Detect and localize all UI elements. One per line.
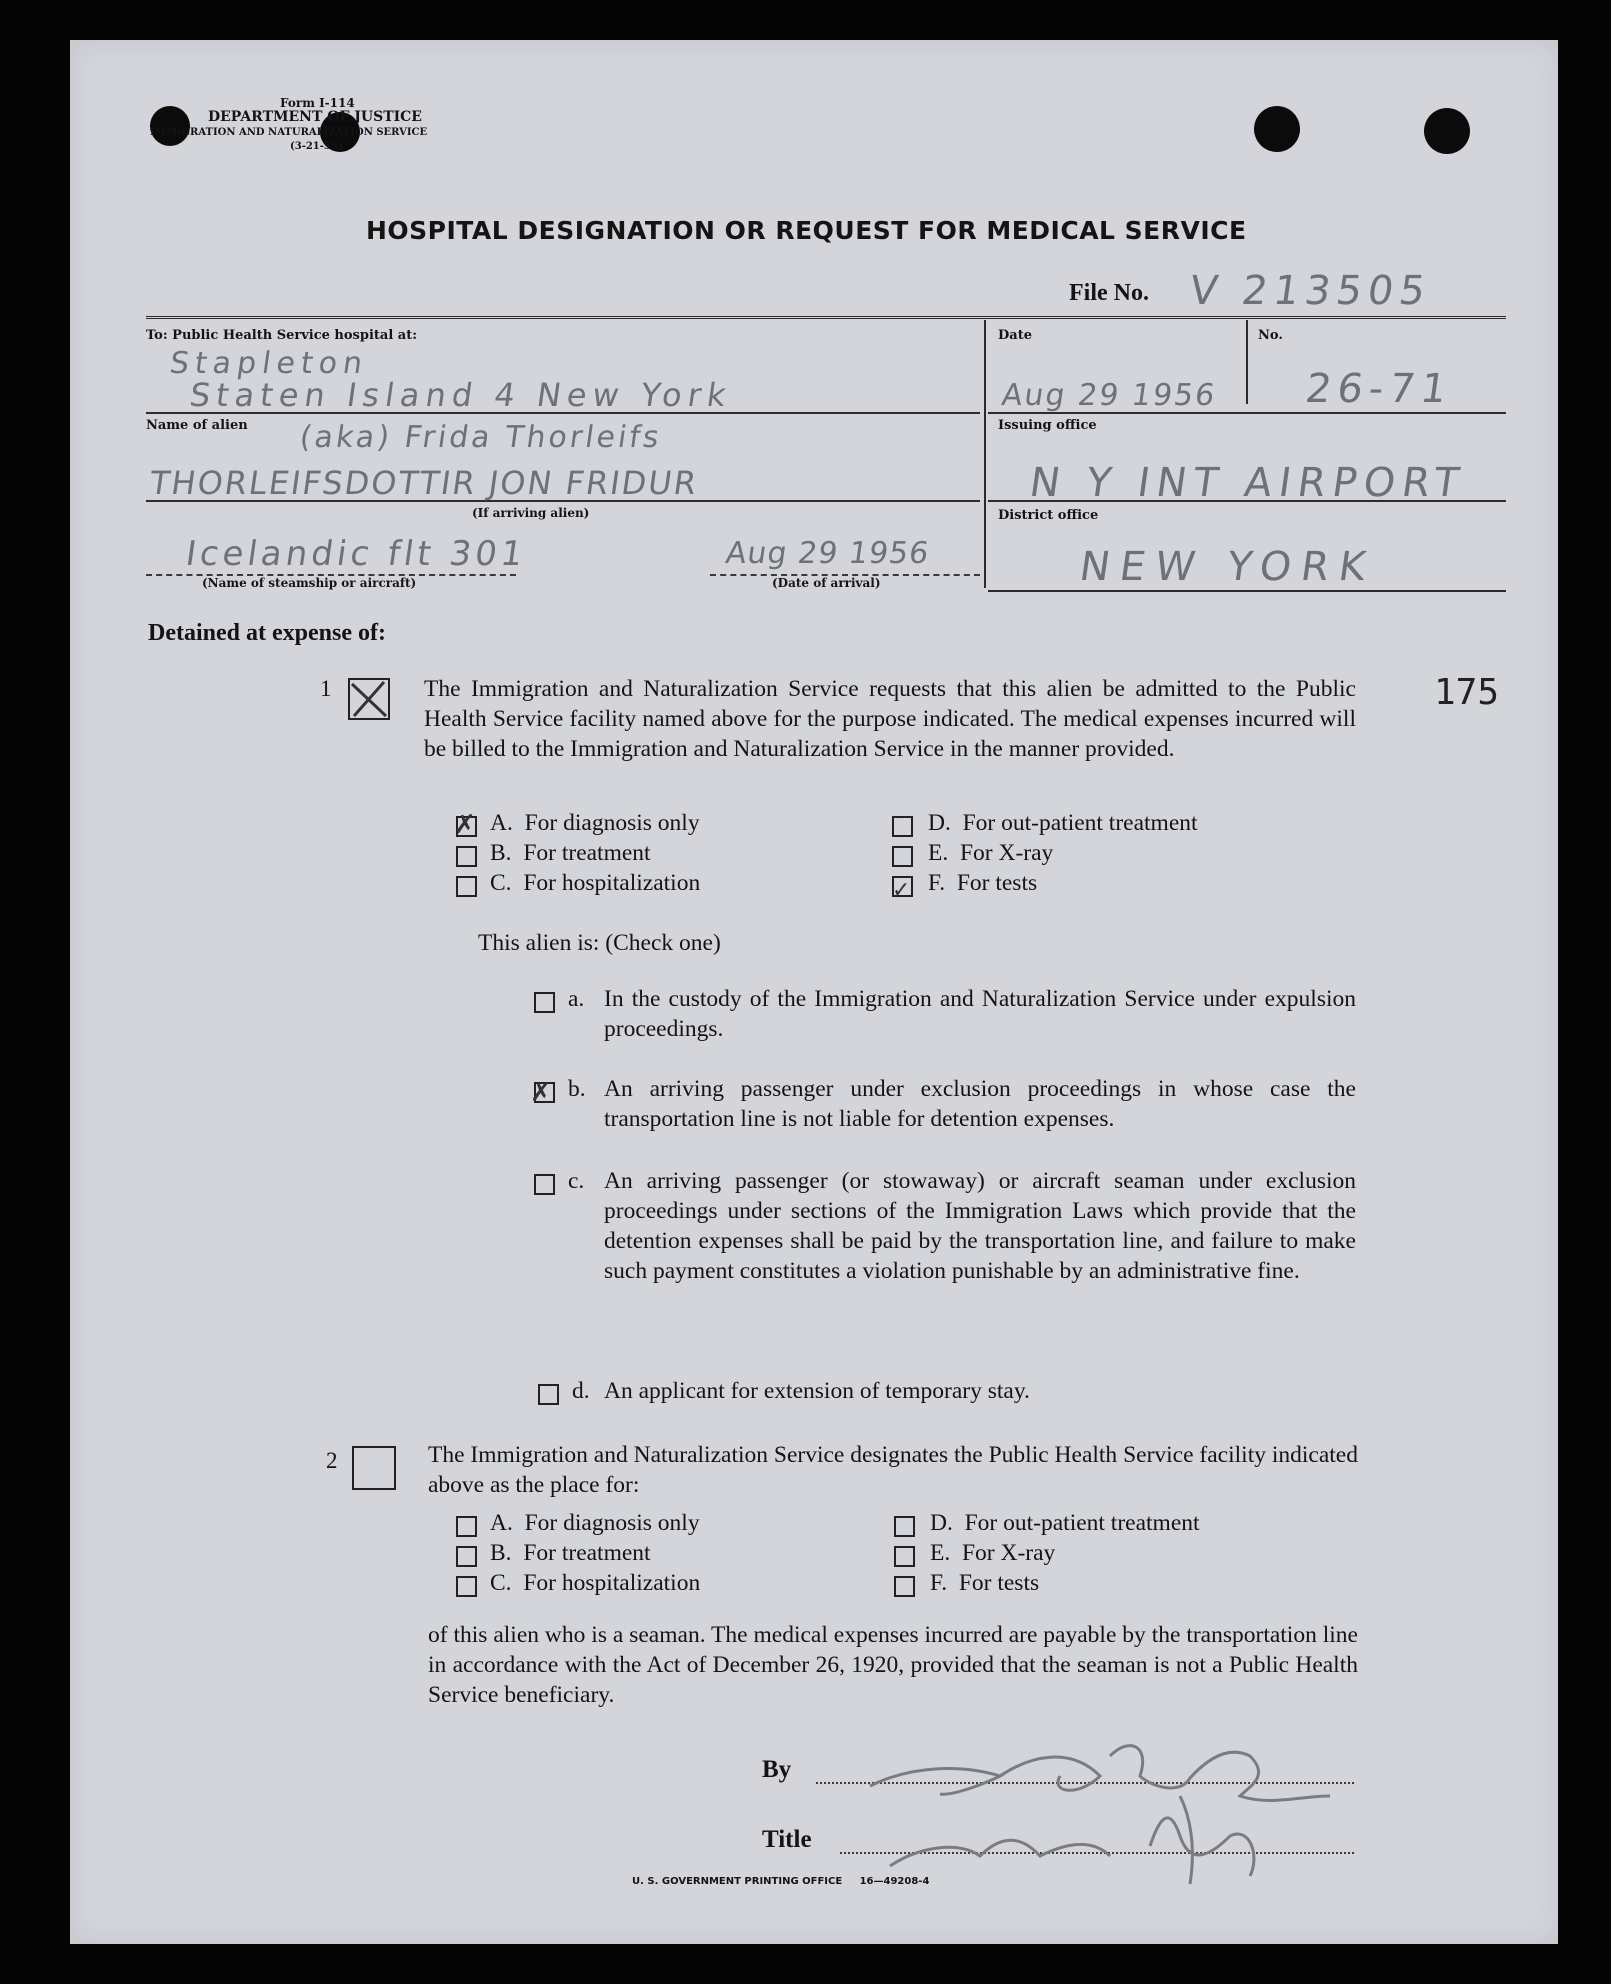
option-d-checkbox[interactable]	[892, 816, 913, 837]
alien-option-a-checkbox[interactable]	[534, 992, 555, 1013]
alien-option-d-checkbox[interactable]	[538, 1384, 559, 1405]
district-office-label: District office	[998, 508, 1099, 523]
section-1-checkbox[interactable]	[348, 678, 390, 720]
check-x-icon	[350, 680, 388, 718]
option-e-label: E. For X-ray	[928, 840, 1054, 866]
alien-aka-value: (aka) Frida Thorleifs	[297, 420, 665, 455]
s2-option-d-checkbox[interactable]	[894, 1516, 915, 1537]
no-label: No.	[1258, 328, 1283, 343]
district-office-value: NEW YORK	[1076, 544, 1379, 590]
option-c-checkbox[interactable]	[456, 876, 477, 897]
alien-option-a-text: In the custody of the Immigration and Naturalization Service under expulsion proceedings.	[604, 986, 1356, 1042]
page-number: 175	[1434, 672, 1500, 713]
arrival-date-label: (Date of arrival)	[772, 576, 881, 590]
hospital-value-line1: Stapleton	[167, 346, 371, 381]
option-a-label: A. For diagnosis only	[490, 810, 700, 836]
s2-option-f-label: F. For tests	[930, 1570, 1040, 1596]
alien-option-b-checkbox[interactable]	[530, 1078, 555, 1108]
alien-option-b-text: An arriving passenger under exclusion proceedings in whose case the transportation line is not liable for detention expenses.	[604, 1076, 1356, 1132]
title-label: Title	[762, 1826, 812, 1853]
s2-option-d-label: D. For out-patient treatment	[930, 1510, 1200, 1536]
to-hospital-label: To: Public Health Service hospital at:	[146, 328, 418, 343]
option-e-checkbox[interactable]	[892, 846, 913, 867]
table-rule	[988, 590, 1506, 592]
issuing-office-value: N Y INT AIRPORT	[1026, 460, 1469, 506]
steamship-label: (Name of steamship or aircraft)	[202, 576, 417, 590]
number-value: 26-71	[1302, 366, 1456, 412]
section-1-number: 1	[320, 676, 332, 701]
department-name: DEPARTMENT OF JUSTICE	[208, 109, 422, 125]
table-divider	[984, 320, 986, 588]
option-f-checkbox[interactable]	[892, 876, 913, 903]
s2-option-b-checkbox[interactable]	[456, 1546, 477, 1567]
s2-option-b-label: B. For treatment	[490, 1540, 651, 1566]
section-2-number: 2	[326, 1448, 338, 1473]
form-page	[70, 40, 1558, 1944]
detained-label: Detained at expense of:	[148, 620, 386, 646]
s2-option-c-checkbox[interactable]	[456, 1576, 477, 1597]
file-number-label: File No.	[1069, 280, 1149, 306]
alien-option-c-text: An arriving passenger (or stowaway) or aircraft seaman under exclusion proceedings under sections of the Immigration Laws which provide that the detention expenses shall be paid by the transportation line, and failure to make such payment constitutes a violation punishable by an administrative fine.	[604, 1168, 1356, 1284]
alien-option-b-letter: b.	[568, 1076, 586, 1102]
s2-option-a-checkbox[interactable]	[456, 1516, 477, 1537]
alien-name-value: THORLEIFSDOTTIR JON FRIDUR	[147, 464, 701, 502]
by-label: By	[762, 1756, 792, 1783]
section-2-closing-text: of this alien who is a seaman. The medical expenses incurred are payable by the transportation line in accordance with the Act of December 26, 1920, provided that the seaman is not a Public Health Service beneficiary.	[428, 1622, 1358, 1708]
file-number-value: V 213505	[1186, 268, 1435, 314]
check-x-icon: ✗	[454, 810, 476, 840]
form-title: HOSPITAL DESIGNATION OR REQUEST FOR MEDICAL SERVICE	[366, 216, 1247, 245]
table-top-rule	[146, 316, 1506, 319]
alien-option-a-letter: a.	[568, 986, 585, 1012]
alien-option-c-letter: c.	[568, 1168, 585, 1194]
alien-option-d-text: An applicant for extension of temporary stay.	[604, 1378, 1030, 1404]
alien-option-c-checkbox[interactable]	[534, 1174, 555, 1195]
hospital-value-line2: Staten Island 4 New York	[187, 376, 735, 414]
printing-office-footer: U. S. GOVERNMENT PRINTING OFFICE 16—49208-4	[632, 1876, 930, 1887]
check-mark-icon: ✓	[892, 878, 911, 903]
arrival-date-value: Aug 29 1956	[723, 536, 932, 571]
s2-option-e-label: E. For X-ray	[930, 1540, 1056, 1566]
option-b-checkbox[interactable]	[456, 846, 477, 867]
date-value: Aug 29 1956	[999, 378, 1219, 413]
service-name: IMMIGRATION AND NATURALIZATION SERVICE	[150, 127, 428, 138]
section-1-text: The Immigration and Naturalization Service requests that this alien be admitted to the Public Health Service facility named above for the purpose indicated. The medical expenses incurred will be billed to the Immigration and Naturalization Service in the manner provided.	[424, 676, 1356, 762]
s2-option-e-checkbox[interactable]	[894, 1546, 915, 1567]
option-f-label: F. For tests	[928, 870, 1038, 896]
alien-name-label: Name of alien	[146, 418, 248, 433]
steamship-value: Icelandic flt 301	[183, 534, 530, 574]
issuing-office-label: Issuing office	[998, 418, 1097, 433]
option-c-label: C. For hospitalization	[490, 870, 701, 896]
form-edition: (3-21-55)	[290, 141, 343, 152]
section-2-checkbox[interactable]	[352, 1446, 396, 1490]
punch-hole	[1424, 108, 1470, 154]
date-label: Date	[998, 328, 1032, 343]
form-number: Form I-114	[280, 96, 355, 110]
section-2-text: The Immigration and Naturalization Service designates the Public Health Service facility indicated above as the place for:	[428, 1442, 1358, 1498]
s2-option-f-checkbox[interactable]	[894, 1576, 915, 1597]
alien-option-d-letter: d.	[572, 1378, 590, 1404]
alien-is-label: This alien is: (Check one)	[478, 930, 721, 956]
signature-scribble	[850, 1716, 1370, 1886]
check-x-icon: ✗	[530, 1078, 552, 1108]
punch-hole	[1254, 106, 1300, 152]
option-a-checkbox[interactable]	[454, 810, 477, 840]
s2-option-c-label: C. For hospitalization	[490, 1570, 701, 1596]
option-b-label: B. For treatment	[490, 840, 651, 866]
if-arriving-label: (If arriving alien)	[472, 506, 590, 520]
option-d-label: D. For out-patient treatment	[928, 810, 1198, 836]
table-divider	[1246, 320, 1248, 404]
s2-option-a-label: A. For diagnosis only	[490, 1510, 700, 1536]
